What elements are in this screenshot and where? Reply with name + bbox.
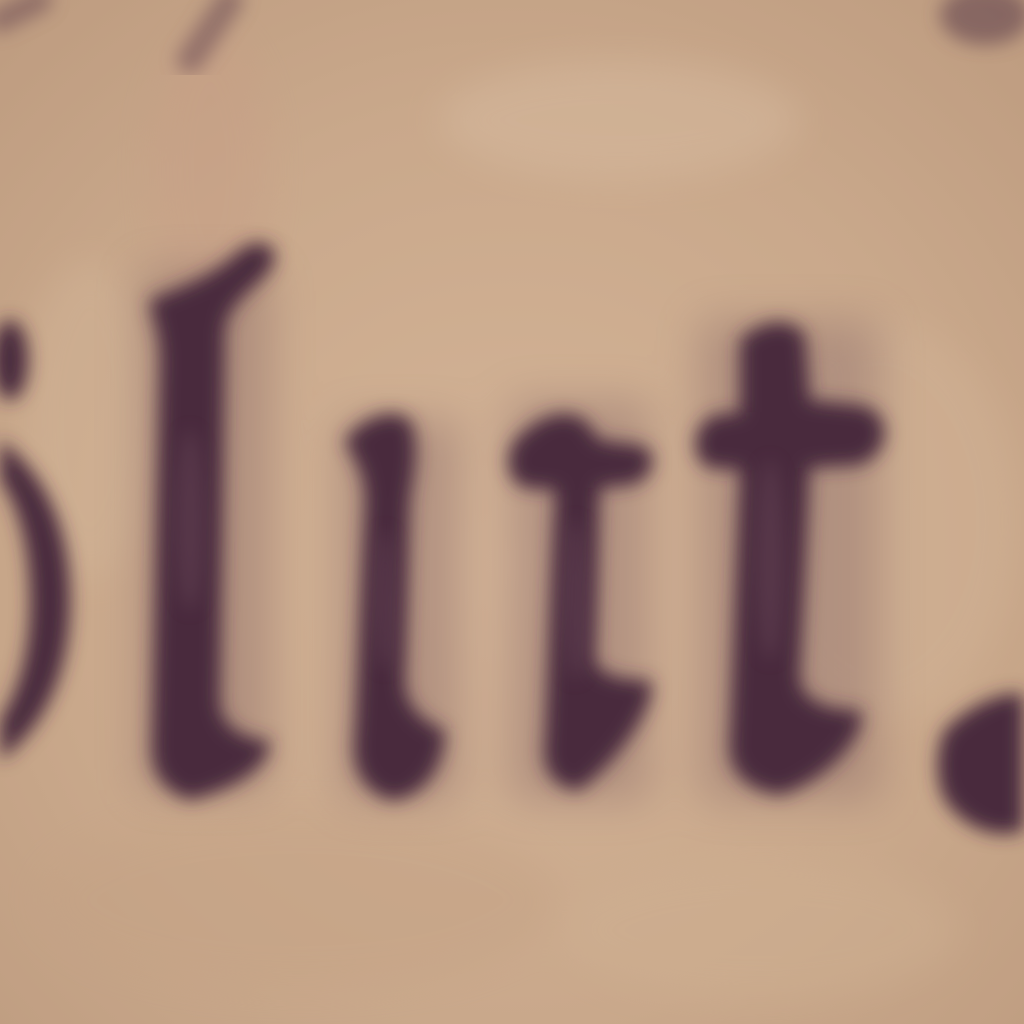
letter-partial-left-top [0, 320, 28, 400]
period-mark [938, 694, 1024, 834]
upper-line-fragments [0, 0, 1024, 60]
letter-partial-left [0, 440, 70, 760]
